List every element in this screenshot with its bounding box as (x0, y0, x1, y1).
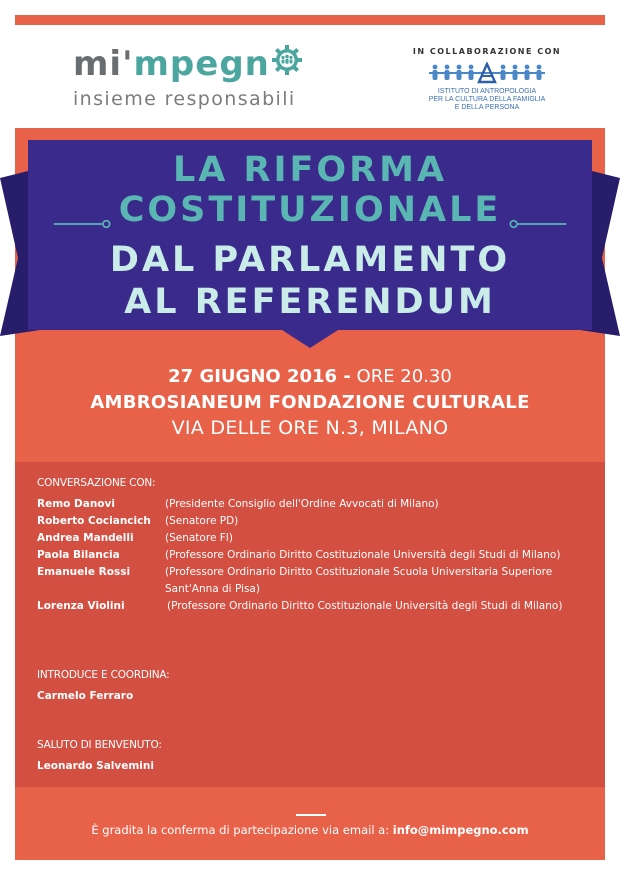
event-venue: AMBROSIANEUM FONDAZIONE CULTURALE (90, 392, 530, 413)
speaker-name: Paola Bilancia (37, 549, 120, 561)
speaker-role: (Senatore FI) (165, 532, 233, 544)
collab-text-line1: ISTITUTO DI ANTROPOLOGIA (437, 88, 537, 95)
logo-word-part2: mpegn (133, 44, 270, 84)
event-time: ORE 20.30 (356, 366, 452, 387)
collab-label: IN COLLABORAZIONE CON (412, 47, 562, 56)
speaker-name: Lorenza Violini (37, 600, 125, 612)
speaker-name: Roberto Cociancich (37, 515, 151, 527)
footer-message: È gradita la conferma di partecipazione via email a: (91, 823, 390, 837)
conversation-label: CONVERSAZIONE CON: (37, 477, 156, 489)
collab-text-line2: PER LA CULTURA DELLA FAMIGLIA (428, 96, 546, 104)
logo-tagline: insieme responsabili (73, 87, 296, 110)
title-line-3: DAL PARLAMENTO (109, 240, 511, 280)
title-line-4: AL REFERENDUM (124, 282, 496, 322)
title-line-2: COSTITUZIONALE (118, 190, 502, 230)
footer-text (0, 823, 620, 837)
footer-divider (296, 814, 326, 816)
speaker-name: Remo Danovi (37, 498, 115, 510)
speaker-role: (Senatore PD) (165, 515, 239, 527)
welcome-label: SALUTO DI BENVENUTO: (37, 739, 162, 751)
speaker-role: (Professore Ordinario Diritto Costituzionale Università degli Studi di Milano) (165, 549, 561, 561)
title-line-1: LA RIFORMA (172, 150, 448, 190)
introduce-label: INTRODUCE E COORDINA: (37, 669, 170, 681)
logo-word-part1: mi' (73, 44, 134, 84)
introduce-name: Carmelo Ferraro (37, 690, 134, 702)
welcome-name: Leonardo Salvemini (37, 760, 154, 772)
collab-text-line3: E DELLA PERSONA (454, 104, 520, 112)
speaker-name: Andrea Mandelli (37, 532, 134, 544)
event-date-time (0, 368, 620, 386)
event-date: 27 GIUGNO 2016 - (168, 366, 351, 387)
speaker-name: Emanuele Rossi (37, 566, 131, 578)
event-address: VIA DELLE ORE N.3, MILANO (171, 417, 449, 439)
speaker-role: (Professore Ordinario Diritto Costituzionale Scuola Universitaria Superiore Sant'Anna di Pisa) (165, 566, 553, 595)
speaker-role: (Presidente Consiglio dell'Ordine Avvocati di Milano) (165, 498, 439, 510)
speaker-role: (Professore Ordinario Diritto Costituzionale Università degli Studi di Milano) (167, 600, 563, 612)
footer-email[interactable]: info@mimpegno.com (392, 823, 529, 837)
